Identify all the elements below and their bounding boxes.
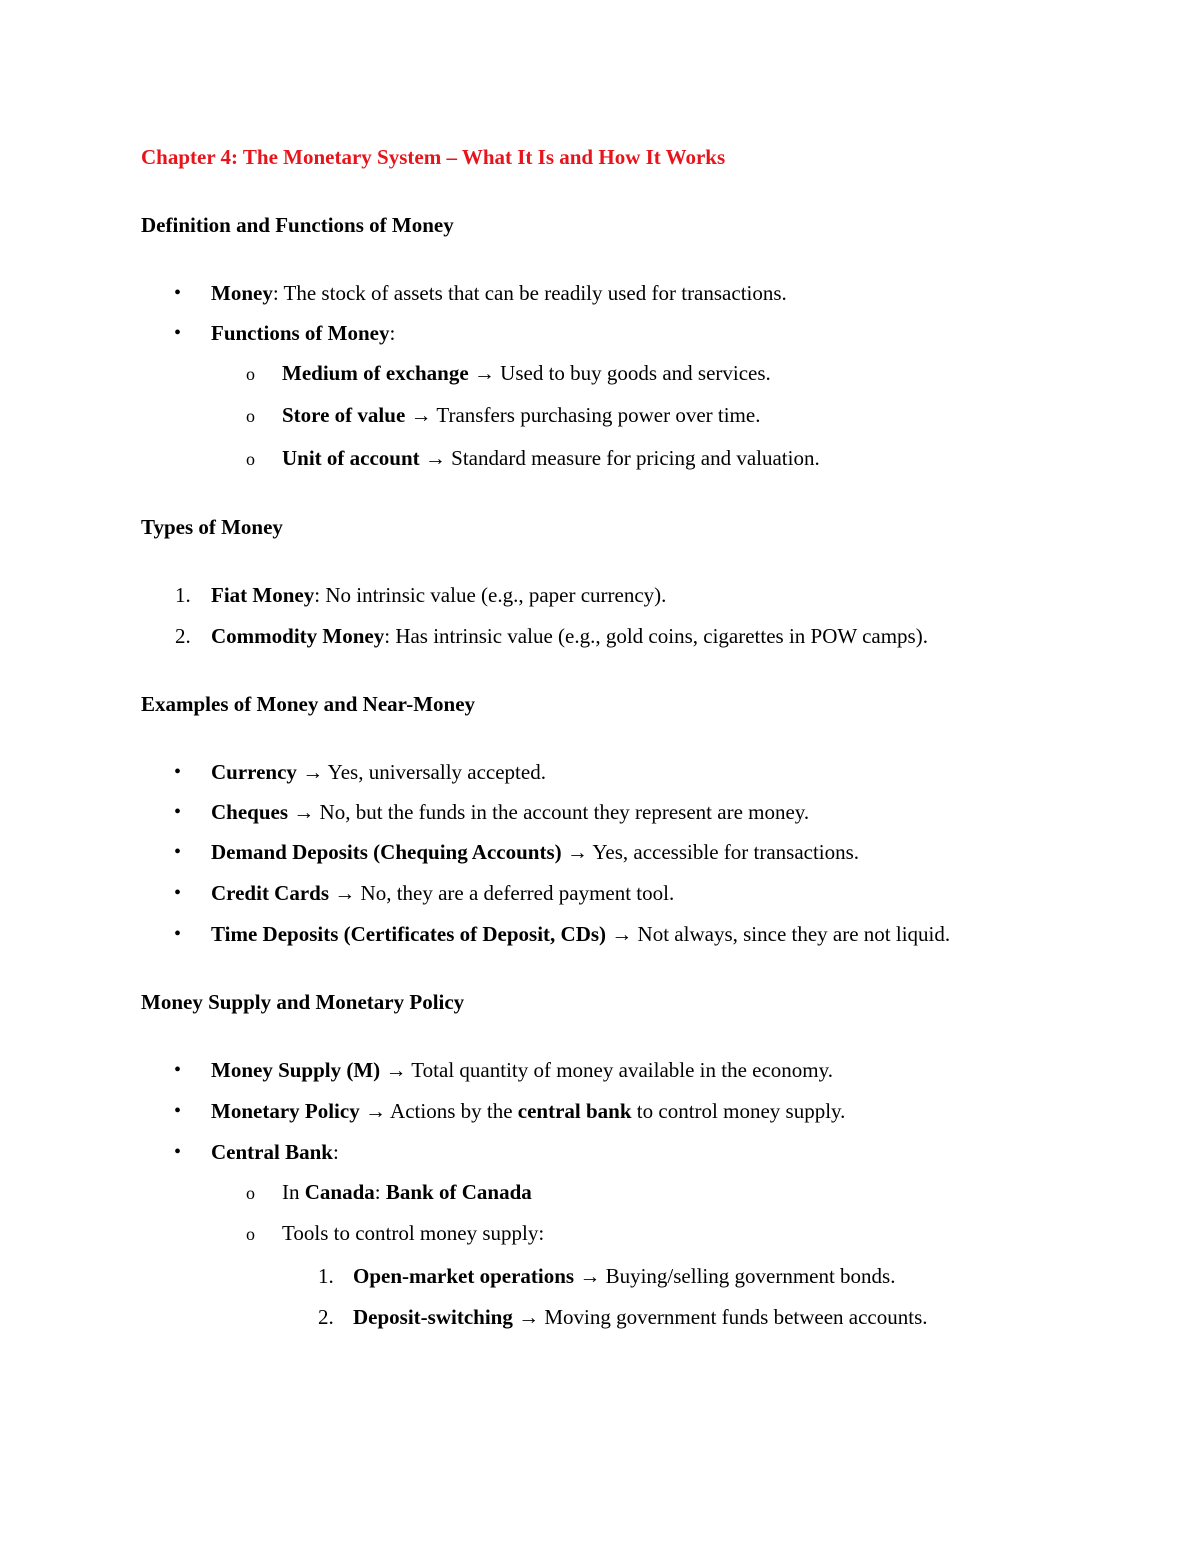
bullet-marker: • <box>174 1100 182 1122</box>
section-heading-money-supply: Money Supply and Monetary Policy <box>141 990 465 1014</box>
term-time-deposits: Time Deposits (Certificates of Deposit, CDs) <box>211 922 607 946</box>
item-text: : <box>389 321 396 345</box>
term-currency: Currency <box>211 760 297 784</box>
term-commodity-money: Commodity Money <box>211 624 385 648</box>
item-text: : <box>332 1140 339 1164</box>
term-credit-cards: Credit Cards <box>211 881 330 905</box>
term-functions-of-money: Functions of Money <box>211 321 390 345</box>
sub-bullet-marker: o <box>246 364 255 384</box>
list-item-credit-cards <box>211 880 674 906</box>
bullet-marker: • <box>174 882 182 904</box>
item-text: → Buying/selling government bonds. <box>574 1264 896 1288</box>
term-deposit-switching: Deposit-switching <box>353 1305 513 1329</box>
item-text: → No, they are a deferred payment tool. <box>329 881 675 905</box>
item-text: → Total quantity of money available in the economy. <box>380 1058 834 1082</box>
list-item-money-supply <box>211 1057 833 1083</box>
item-text: → Yes, accessible for transactions. <box>561 840 860 864</box>
term-bank-of-canada: Bank of Canada <box>385 1180 532 1204</box>
list-item-open-market-operations <box>353 1263 895 1289</box>
item-text: → Used to buy goods and services. <box>468 361 771 385</box>
item-text: → Standard measure for pricing and valuation. <box>419 446 820 470</box>
term-monetary-policy: Monetary Policy <box>211 1099 360 1123</box>
list-item-commodity-money <box>211 623 928 649</box>
item-text: to control money supply. <box>631 1099 846 1123</box>
item-text: → Yes, universally accepted. <box>296 760 546 784</box>
section-heading-definition: Definition and Functions of Money <box>141 213 454 237</box>
item-text: → Actions by the <box>359 1099 518 1123</box>
term-central-bank: Central Bank <box>211 1140 333 1164</box>
list-item-unit-of-account <box>282 445 820 471</box>
bullet-marker: • <box>174 1141 182 1163</box>
sub-bullet-marker: o <box>246 1183 255 1203</box>
bullet-marker: • <box>174 841 182 863</box>
term-unit-of-account: Unit of account <box>282 446 420 470</box>
list-item-store-of-value <box>282 402 760 428</box>
list-item-cheques <box>211 799 809 825</box>
item-text: → Transfers purchasing power over time. <box>405 403 761 427</box>
item-text: : The stock of assets that can be readily used for transactions. <box>272 281 787 305</box>
bullet-marker: • <box>174 923 182 945</box>
sub-bullet-marker: o <box>246 406 255 426</box>
item-text: → Moving government funds between accounts. <box>512 1305 928 1329</box>
list-item-deposit-switching <box>353 1304 928 1330</box>
list-item-demand-deposits <box>211 839 859 865</box>
list-item-time-deposits <box>211 921 950 947</box>
item-text: : Has intrinsic value (e.g., gold coins, cigarettes in POW camps). <box>384 624 928 648</box>
term-open-market-operations: Open-market operations <box>353 1264 575 1288</box>
list-item-money <box>211 280 787 306</box>
bullet-marker: • <box>174 322 182 344</box>
bullet-marker: • <box>174 1059 182 1081</box>
item-text: : No intrinsic value (e.g., paper currency). <box>314 583 667 607</box>
list-item-monetary-policy <box>211 1098 845 1124</box>
term-money: Money <box>211 281 273 305</box>
list-item-tools: Tools to control money supply: <box>282 1221 545 1245</box>
item-text: : <box>374 1180 386 1204</box>
term-demand-deposits: Demand Deposits (Chequing Accounts) <box>211 840 562 864</box>
term-money-supply: Money Supply (M) <box>211 1058 381 1082</box>
page-title: Chapter 4: The Monetary System – What It Is and How It Works <box>141 145 726 169</box>
term-store-of-value: Store of value <box>282 403 406 427</box>
section-heading-types: Types of Money <box>141 515 283 539</box>
term-canada: Canada <box>304 1180 375 1204</box>
bullet-marker: • <box>174 761 182 783</box>
section-heading-examples: Examples of Money and Near-Money <box>141 692 476 716</box>
number-marker: 2. <box>175 624 191 648</box>
list-item-fiat-money <box>211 582 666 608</box>
term-fiat-money: Fiat Money <box>211 583 315 607</box>
item-text: In <box>282 1180 305 1204</box>
sub-bullet-marker: o <box>246 1224 255 1244</box>
list-item-currency <box>211 759 546 785</box>
term-central-bank-inline: central bank <box>517 1099 632 1123</box>
term-cheques: Cheques <box>211 800 289 824</box>
bullet-marker: • <box>174 282 182 304</box>
bullet-marker: • <box>174 801 182 823</box>
list-item-medium-of-exchange <box>282 360 771 386</box>
sub-bullet-marker: o <box>246 449 255 469</box>
list-item-central-bank <box>211 1139 339 1165</box>
number-marker: 2. <box>318 1305 334 1329</box>
number-marker: 1. <box>318 1264 334 1288</box>
list-item-canada <box>282 1179 532 1205</box>
term-medium-of-exchange: Medium of exchange <box>282 361 469 385</box>
item-text: → Not always, since they are not liquid. <box>606 922 951 946</box>
item-text: → No, but the funds in the account they represent are money. <box>288 800 810 824</box>
list-item-functions-of-money <box>211 320 395 346</box>
number-marker: 1. <box>175 583 191 607</box>
